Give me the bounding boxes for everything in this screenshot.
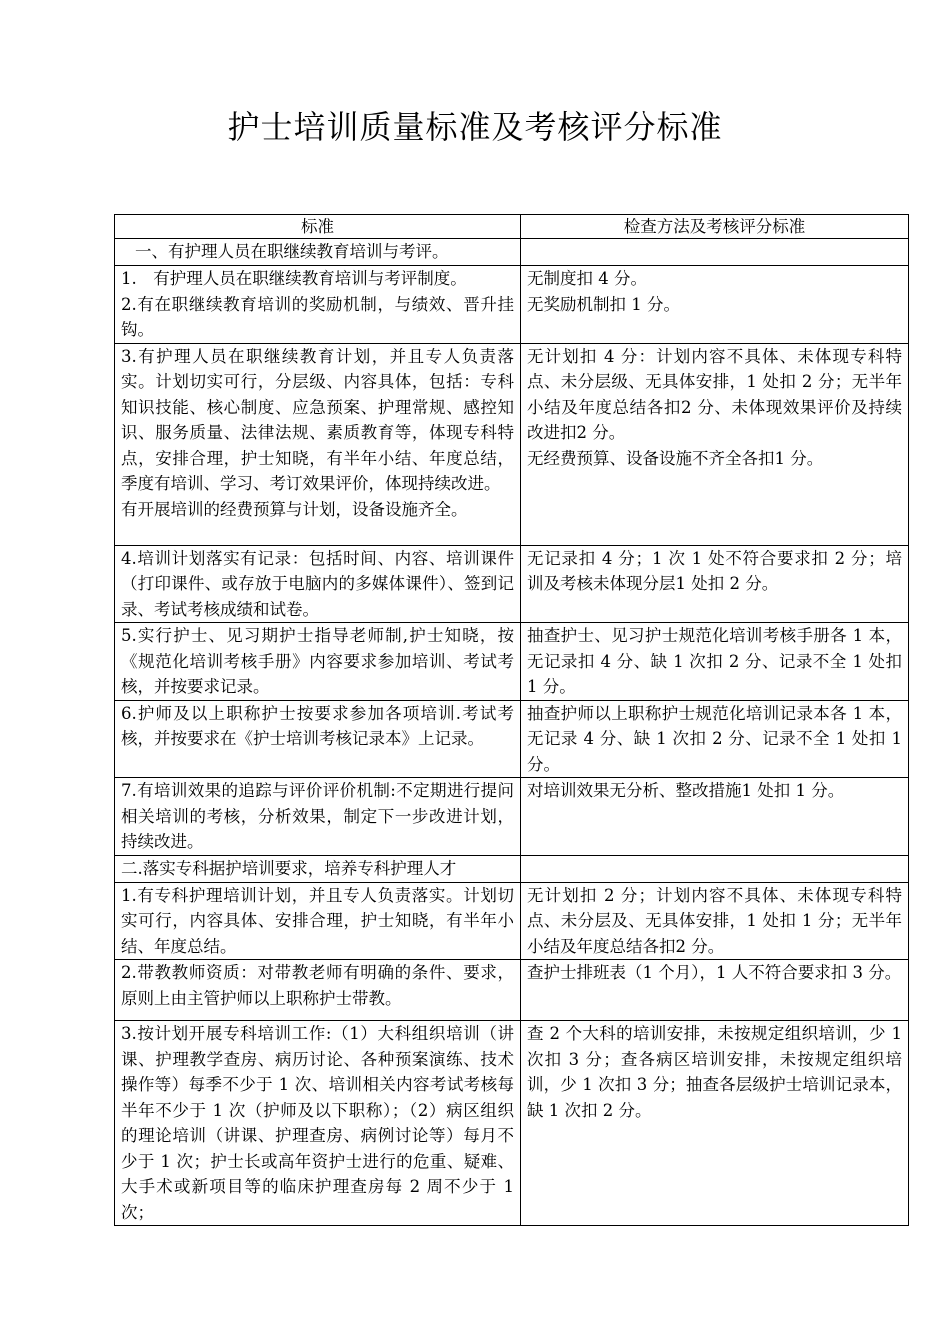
method-text: 查 2 个大科的培训安排，未按规定组织培训，少 1 次扣 3 分；查各病区培训安排，未按规定组织培训，少 1 次扣 3 分；抽查各层级护士培训记录本，缺 1 次扣 2 分。: [527, 1024, 902, 1120]
header-standard: 标准: [115, 215, 521, 239]
method-cell: [521, 545, 909, 623]
header-method: 检查方法及考核评分标准: [521, 215, 909, 239]
method-cell: [521, 960, 909, 1021]
standard-text: 1.有专科护理培训计划，并且专人负责落实。计划切实可行，内容具体、安排合理，护士知晓，有半年小结、年度总结。: [121, 885, 514, 956]
table-row: [115, 882, 909, 960]
method-text: 无计划扣 2 分；计划内容不具体、未体现专科特点、未分层及、无具体安排，1 处扣 1 分；无半年小结及年度总结各扣2 分。: [527, 885, 902, 956]
standard-text: 4.培训计划落实有记录：包括时间、内容、培训课件（打印课件、或存放于电脑内的多媒体课件）、签到记录、考试考核成绩和试卷。: [121, 548, 514, 619]
standard-text: 2.带教教师资质：对带教老师有明确的条件、要求，原则上由主管护师以上职称护士带教。: [121, 963, 514, 1008]
method-text: 抽查护士、见习护士规范化培训考核手册各 1 本，无记录扣 4 分、缺 1 次扣 2 分、记录不全 1 处扣 1 分。: [527, 626, 902, 696]
section-heading: 一、有护理人员在职继续教育培训与考评。: [135, 242, 449, 261]
method-cell: [521, 266, 909, 344]
method-text: 无计划扣 4 分：计划内容不具体、未体现专科特点、未分层级、无具体安排，1 处扣 2 分；无半年小结及年度总结各扣2 分、未体现效果评价及持续改进扣2 分。: [527, 346, 902, 442]
method-text: 无奖励机制扣 1 分。: [527, 294, 680, 314]
standard-text: 7.有培训效果的追踪与评价评价机制:不定期进行提问相关培训的考核，分析效果，制定下一步改进计划，持续改进。: [121, 781, 514, 851]
method-text: 对培训效果无分析、整改措施1 处扣 1 分。: [527, 781, 845, 800]
method-cell: [521, 778, 909, 856]
table-row: [115, 266, 909, 344]
standard-text: 5.实行护士、见习期护士指导老师制,护士知晓，按《规范化培训考核手册》内容要求参加培训、考试考核，并按要求记录。: [121, 626, 514, 696]
empty-cell: [521, 239, 909, 266]
method-text: 无制度扣 4 分。: [527, 269, 647, 288]
table-row: [115, 1021, 909, 1226]
table-row: [115, 960, 909, 1021]
standard-cell: [115, 778, 521, 856]
table-row: [115, 855, 909, 882]
standard-text: 3.有护理人员在职继续教育计划，并且专人负责落实。计划切实可行，分层级、内容具体，包括：专科知识技能、核心制度、应急预案、护理常规、感控知识、服务质量、法律法规、素质教育等，体现专科特点，安排合理，护士知晓，有半年小结、年度总结，季度有培训、学习、考订效果评价，体现持续改进。: [121, 346, 514, 493]
section-heading-cell: [115, 855, 521, 882]
standard-text: 6.护师及以上职称护士按要求参加各项培训.考试考核，并按要求在《护士培训考核记录本》上记录。: [121, 703, 514, 748]
table-row: [115, 239, 909, 266]
section-heading: 二.落实专科据护培训要求，培养专科护理人才: [121, 858, 457, 878]
standard-cell: [115, 545, 521, 623]
method-text: 无经费预算、设备设施不齐全各扣1 分。: [527, 448, 824, 468]
standard-cell: [115, 882, 521, 960]
standard-text: 2.有在职继续教育培训的奖励机制，与绩效、晋升挂钩。: [121, 294, 514, 339]
table-row: [115, 545, 909, 623]
standards-table: [114, 214, 909, 1226]
method-text: 抽查护师以上职称护士规范化培训记录本各 1 本，无记录 4 分、缺 1 次扣 2 分、记录不全 1 处扣 1 分。: [527, 703, 902, 774]
standard-text: 1. 有护理人员在职继续教育培训与考评制度。: [121, 269, 467, 288]
standard-cell: [115, 343, 521, 545]
table-row: [115, 623, 909, 701]
standard-cell: [115, 700, 521, 778]
standard-cell: [115, 960, 521, 1021]
method-cell: [521, 700, 909, 778]
standard-cell: [115, 623, 521, 701]
page-title: 护士培训质量标准及考核评分标准: [227, 108, 723, 146]
standard-cell: [115, 266, 521, 344]
method-cell: [521, 882, 909, 960]
method-cell: [521, 623, 909, 701]
section-heading-cell: [115, 239, 521, 266]
standard-text: 3.按计划开展专科培训工作:（1）大科组织培训（讲课、护理教学查房、病历讨论、各种预案演练、技术操作等）每季不少于 1 次、培训相关内容考试考核每半年不少于 1 次（护师及以下职称）；（2）病区组织的理论培训（讲课、护理查房、病例讨论等）每月不少于 1 次；护士长或高年资护士进行的危重、疑难、大手术或新项目等的临床护理查房每 2 周不少于 1 次；: [121, 1024, 514, 1222]
table-header-row: [115, 215, 909, 239]
standard-text: 有开展培训的经费预算与计划，设备设施齐全。: [121, 499, 468, 519]
standard-cell: [115, 1021, 521, 1226]
method-cell: [521, 1021, 909, 1226]
method-text: 无记录扣 4 分；1 次 1 处不符合要求扣 2 分；培训及考核未体现分层1 处扣 2 分。: [527, 548, 902, 593]
method-cell: [521, 343, 909, 545]
table-row: [115, 778, 909, 856]
table-row: [115, 700, 909, 778]
empty-cell: [521, 855, 909, 882]
table-row: [115, 343, 909, 545]
method-text: 查护士排班表（1 个月），1 人不符合要求扣 3 分。: [527, 963, 902, 982]
